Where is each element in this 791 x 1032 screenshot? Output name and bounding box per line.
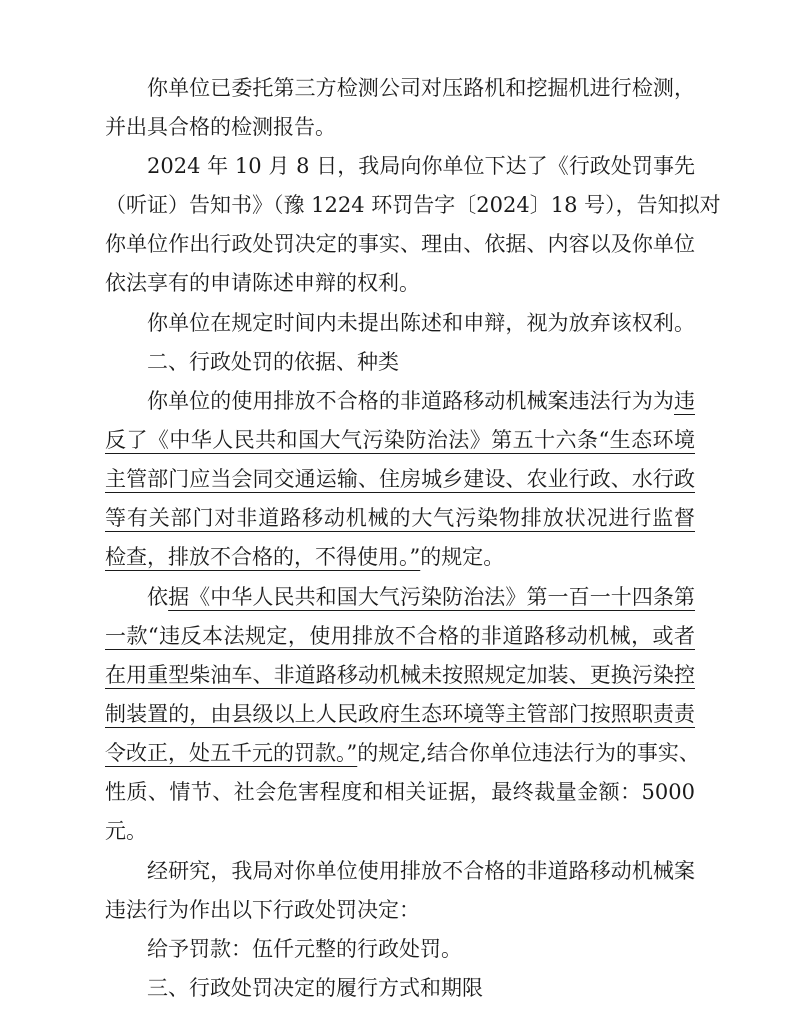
text-segment: 依 <box>147 585 169 609</box>
underlined-line: 等有关部门对非道路移动机械的大气污染物排放状况进行监督 <box>105 506 695 530</box>
underlined-line: 在用重型柴油车、非道路移动机械未按照规定加装、更换污染控 <box>105 663 695 687</box>
underlined-text: 检查，排放不合格的，不得使用。” <box>105 545 421 569</box>
text-segment: 你单位的使用排放不合格的非道路移动机械案违法行为为 <box>147 389 674 413</box>
section-heading: 二、行政处罚的依据、种类 <box>147 350 399 374</box>
paragraph-line: 你单位已委托第三方检测公司对压路机和挖掘机进行检测， <box>147 76 695 100</box>
underlined-line: 反了《中华人民共和国大气污染防治法》第五十六条“生态环境 <box>105 428 695 452</box>
paragraph-line: 你单位作出行政处罚决定的事实、理由、依据、内容以及你单位 <box>105 232 695 256</box>
paragraph-line: 经研究，我局对你单位使用排放不合格的非道路移动机械案 <box>147 859 695 883</box>
text-segment: 的规定。 <box>420 545 505 569</box>
paragraph-line <box>147 577 695 617</box>
underlined-line: 制装置的，由县级以上人民政府生态环境等主管部门按照职责责 <box>105 702 695 726</box>
paragraph-line: 元。 <box>105 819 147 843</box>
paragraph-line: （听证）告知书》（豫 1224 环罚告字〔2024〕18 号），告知拟对 <box>105 193 721 217</box>
paragraph-line: 2024 年 10 月 8 日，我局向你单位下达了《行政处罚事先 <box>147 154 695 178</box>
underlined-text: 违 <box>674 389 695 413</box>
section-heading: 三、行政处罚决定的履行方式和期限 <box>147 976 483 1000</box>
paragraph-line: 你单位在规定时间内未提出陈述和申辩，视为放弃该权利。 <box>147 311 695 335</box>
underlined-text: 据《中华人民共和国大气污染防治法》第一百一十四条第 <box>168 585 696 609</box>
paragraph-line: 性质、情节、社会危害程度和相关证据，最终裁量金额：5000 <box>105 780 695 804</box>
underlined-text: 令改正，处五千元的罚款。” <box>105 741 358 765</box>
paragraph-line <box>105 537 695 577</box>
paragraph-line: 给予罚款：伍仟元整的行政处罚。 <box>147 937 462 961</box>
paragraph-line: 依法享有的申请陈述申辩的权利。 <box>105 271 420 295</box>
text-segment: 的规定,结合你单位违法行为的事实、 <box>357 741 700 765</box>
underlined-line: 一款“违反本法规定，使用排放不合格的非道路移动机械，或者 <box>105 624 695 648</box>
paragraph-line <box>105 733 700 773</box>
paragraph-line <box>147 381 695 421</box>
paragraph-line: 并出具合格的检测报告。 <box>105 115 336 139</box>
underlined-line: 主管部门应当会同交通运输、住房城乡建设、农业行政、水行政 <box>105 467 695 491</box>
paragraph-line: 违法行为作出以下行政处罚决定： <box>105 898 420 922</box>
